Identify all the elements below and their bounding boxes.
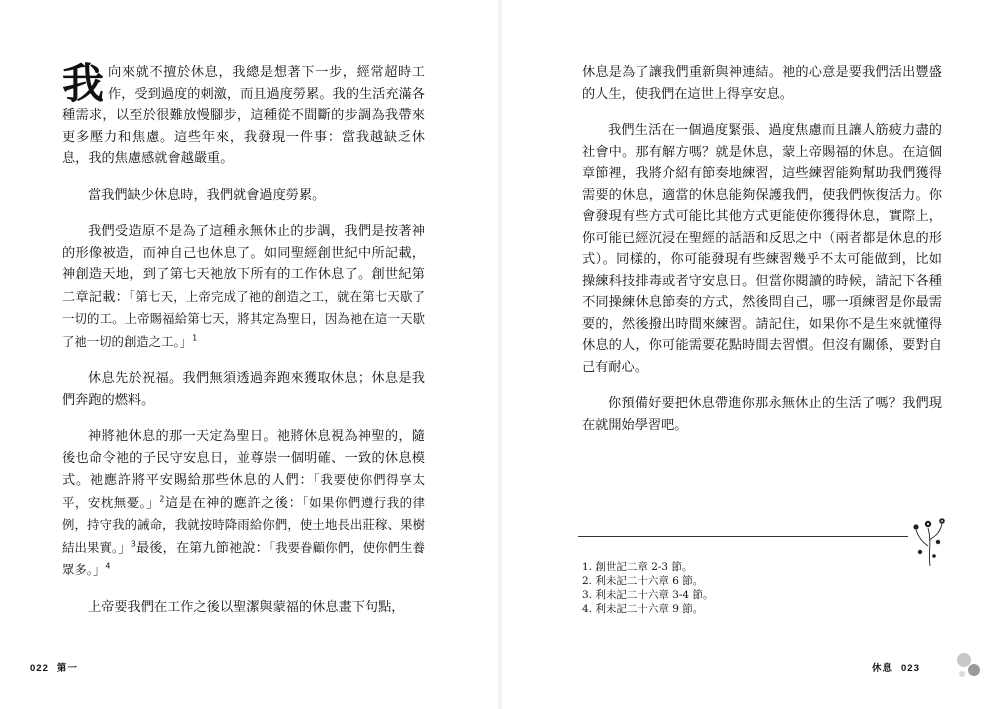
scripture-quote-2: 「我要使你們得享太平，安枕無憂。」 [62, 472, 425, 510]
paragraph-5-text-a: 神將祂休息的那一天定為聖日。祂將休息視為神聖的，隨後也命令祂的子民守安息日，並尊崇一個明確、一致的休息模式。祂應許將平安賜給那些休息的人們： [62, 429, 425, 488]
footnote-4: 4. 利未記二十六章 9 節。 [582, 603, 704, 615]
left-running-head: 第一 [56, 663, 78, 674]
right-page-number: 023 [901, 663, 920, 674]
left-folio [30, 660, 86, 674]
right-running-head: 休息 [872, 663, 894, 674]
left-page-number: 022 [30, 663, 49, 674]
footnote-ref-4: 4 [105, 561, 111, 571]
footnote-3: 3. 利未記二十六章 3-4 節。 [582, 589, 714, 601]
paragraph-4: 休息先於祝福。我們無須透過奔跑來獲取休息；休息是我們奔跑的燃料。 [62, 371, 425, 408]
footnote-ref-3: 3 [130, 539, 136, 549]
footnote-2: 2. 利未記二十六章 6 節。 [582, 575, 704, 587]
paragraph-3 [62, 221, 425, 353]
right-folio [872, 660, 928, 674]
right-paragraph-2: 我們生活在一個過度緊張、過度焦慮而且讓人筋疲力盡的社會中。那有解方嗎？就是休息，蒙上帝賜福的休息。在這個章節裡，我將介紹有節奏地練習，這些練習能夠幫助我們獲得需要的休息，適當的休息能夠保護我們，使我們恢復活力。你會發現有些方式可能比其他方式更能使你獲得休息，實際上，你可能已經沉浸在聖經的話語和反思之中（兩者都是休息的形式）。同樣的，你可能發現有些練習幾乎不太可能做到，比如操練科技排毒或者守安息日。但當你閱讀的時候，請記下各種不同操練休息節奏的方式，然後問自己，哪一項練習是你最需要的，然後撥出時間來練習。請記住，如果你不是生來就懂得休息的人，你可能需要花點時間去習慣。但沒有關係，要對自己有耐心。 [582, 123, 942, 375]
flower-ornament-icon [908, 512, 952, 568]
right-text-block [582, 62, 942, 451]
scripture-quote-1: 「第七天，上帝完成了祂的創造之工，就在第七天歇了一切的工。上帝賜福給第七天，將其定為聖日，因為祂在這一天歇了祂一切的創造之工。」 [62, 288, 426, 349]
scripture-quote-4: 「我要眷顧你們，使你們生養眾多。」 [62, 539, 425, 577]
paragraph-5 [62, 426, 425, 582]
paragraph-6: 上帝要我們在工作之後以聖潔與蒙福的休息畫下句點， [88, 599, 405, 615]
footnote-ref-1: 1 [192, 333, 198, 343]
scripture-quote-3: 「如果你們遵行我的律例，持守我的誡命，我就按時降雨給你們，使土地長出莊稼、果樹結出果實。」 [62, 494, 425, 555]
footnote-divider [578, 536, 908, 537]
paragraph-3-text: 我們受造原不是為了這種永無休止的步調，我們是按著神的形像被造，而神自己也休息了。如同聖經創世紀中所記載，神創造天地，到了第七天祂放下所有的工作休息了。創世紀第二章記載： [62, 224, 425, 305]
left-text-block [62, 59, 426, 633]
right-paragraph-1: 休息是為了讓我們重新與神連結。祂的心意是要我們活出豐盛的人生，使我們在這世上得享安息。 [582, 65, 942, 102]
right-page [500, 0, 1000, 709]
drop-cap: 我 [62, 59, 105, 108]
opening-paragraph-text: 向來就不擅於休息，我總是想著下一步，經常超時工作，受到過度的刺激，而且過度勞累。我的生活充滿各種需求，以至於很難放慢腳步，這種從不間斷的步調為我帶來更多壓力和焦慮。這些年來，我發現一件事：當我越缺乏休息，我的焦慮感就會越嚴重。 [62, 65, 425, 166]
footnote-1: 1. 創世記二章 2-3 節。 [582, 561, 693, 573]
footnotes [582, 560, 882, 616]
opening-paragraph [62, 59, 425, 170]
paragraph-5-text-c: 最後，在第九節祂說： [135, 540, 269, 556]
paragraph-5-text-b: 這是在神的應許之後： [164, 495, 303, 511]
corner-dots-icon [954, 648, 988, 682]
right-paragraph-3: 你預備好要把休息帶進你那永無休止的生活了嗎？我們現在就開始學習吧。 [582, 396, 942, 433]
paragraph-2: 當我們缺少休息時，我們就會過度勞累。 [88, 187, 326, 203]
footnote-ref-2: 2 [159, 494, 165, 504]
